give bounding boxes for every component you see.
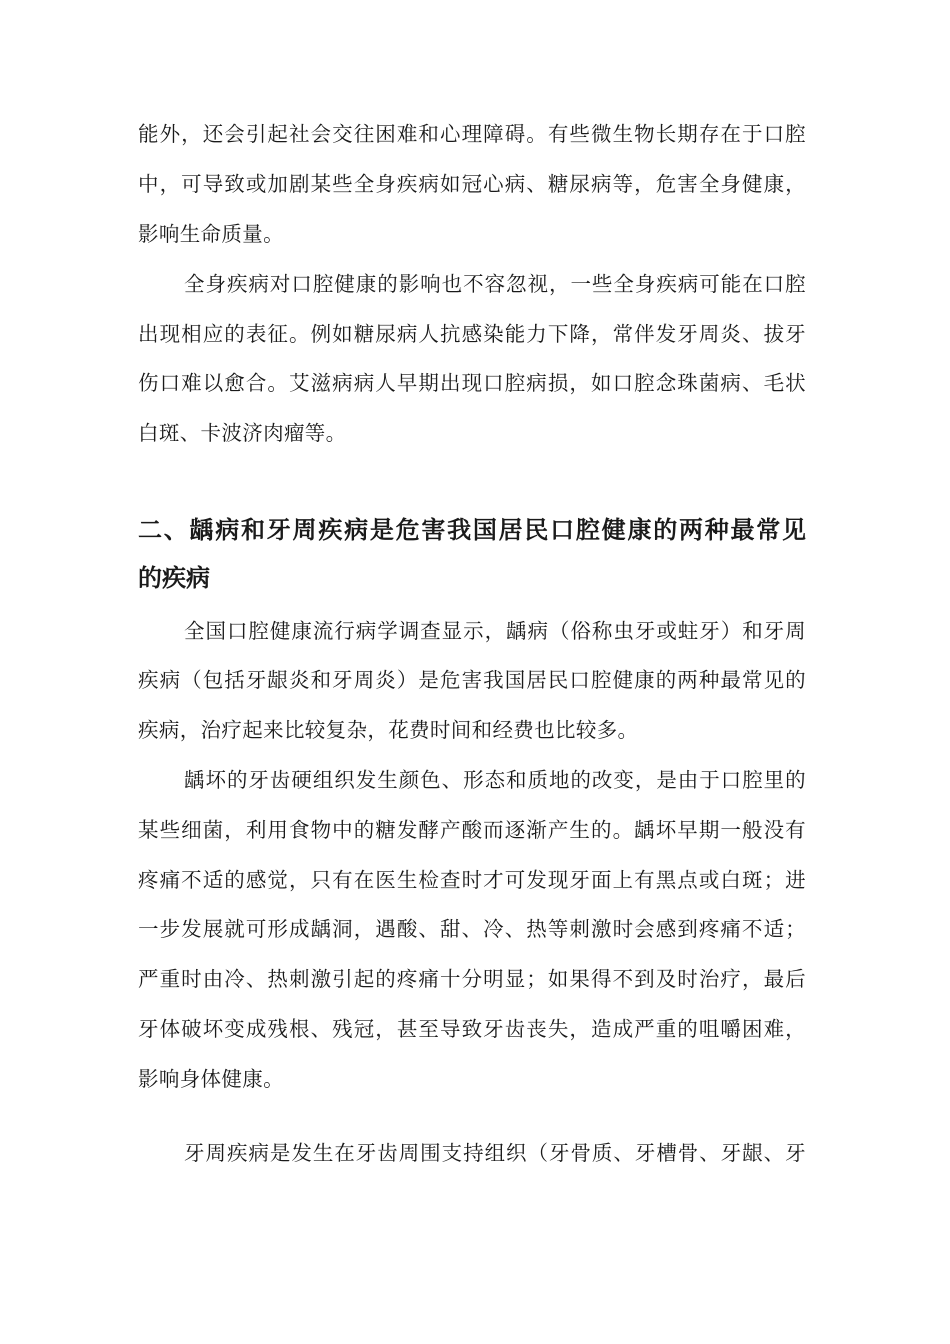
paragraph-2-line-2: 出现相应的表征。例如糖尿病人抗感染能力下降，常伴发牙周炎、拔牙 [138,322,806,346]
paragraph-3-line-3: 疾病，治疗起来比较复杂，花费时间和经费也比较多。 [138,718,639,742]
paragraph-1-line-1: 能外，还会引起社会交往困难和心理障碍。有些微生物长期存在于口腔 [138,122,806,146]
paragraph-4-line-5: 严重时由冷、热刺激引起的疼痛十分明显；如果得不到及时治疗，最后 [138,967,806,991]
paragraph-2-line-3: 伤口难以愈合。艾滋病病人早期出现口腔病损，如口腔念珠菌病、毛状 [138,371,806,395]
paragraph-4-line-1: 龋坏的牙齿硬组织发生颜色、形态和质地的改变，是由于口腔里的 [184,768,806,792]
section-heading-line-2: 的疾病 [138,564,210,592]
paragraph-3-line-2: 疾病（包括牙龈炎和牙周炎）是危害我国居民口腔健康的两种最常见的 [138,668,806,692]
paragraph-4-line-6: 牙体破坏变成残根、残冠，甚至导致牙齿丧失，造成严重的咀嚼困难， [138,1017,806,1041]
paragraph-4-line-2: 某些细菌，利用食物中的糖发酵产酸而逐渐产生的。龋坏早期一般没有 [138,818,806,842]
paragraph-3-line-1: 全国口腔健康流行病学调查显示，龋病（俗称虫牙或蛀牙）和牙周 [184,619,806,643]
paragraph-2-line-1: 全身疾病对口腔健康的影响也不容忽视，一些全身疾病可能在口腔 [184,272,806,296]
paragraph-1-line-2: 中，可导致或加剧某些全身疾病如冠心病、糖尿病等，危害全身健康， [138,172,806,196]
paragraph-4-line-4: 一步发展就可形成龋洞，遇酸、甜、冷、热等刺激时会感到疼痛不适； [138,917,806,941]
paragraph-2-line-4: 白斑、卡波济肉瘤等。 [138,421,347,445]
paragraph-4-line-3: 疼痛不适的感觉，只有在医生检查时才可发现牙面上有黑点或白斑；进 [138,868,806,892]
paragraph-4-line-7: 影响身体健康。 [138,1067,284,1091]
section-heading-line-1: 二、龋病和牙周疾病是危害我国居民口腔健康的两种最常见 [138,516,806,544]
paragraph-1-line-3: 影响生命质量。 [138,222,284,246]
paragraph-5-line-1: 牙周疾病是发生在牙齿周围支持组织（牙骨质、牙槽骨、牙龈、牙 [184,1141,806,1165]
